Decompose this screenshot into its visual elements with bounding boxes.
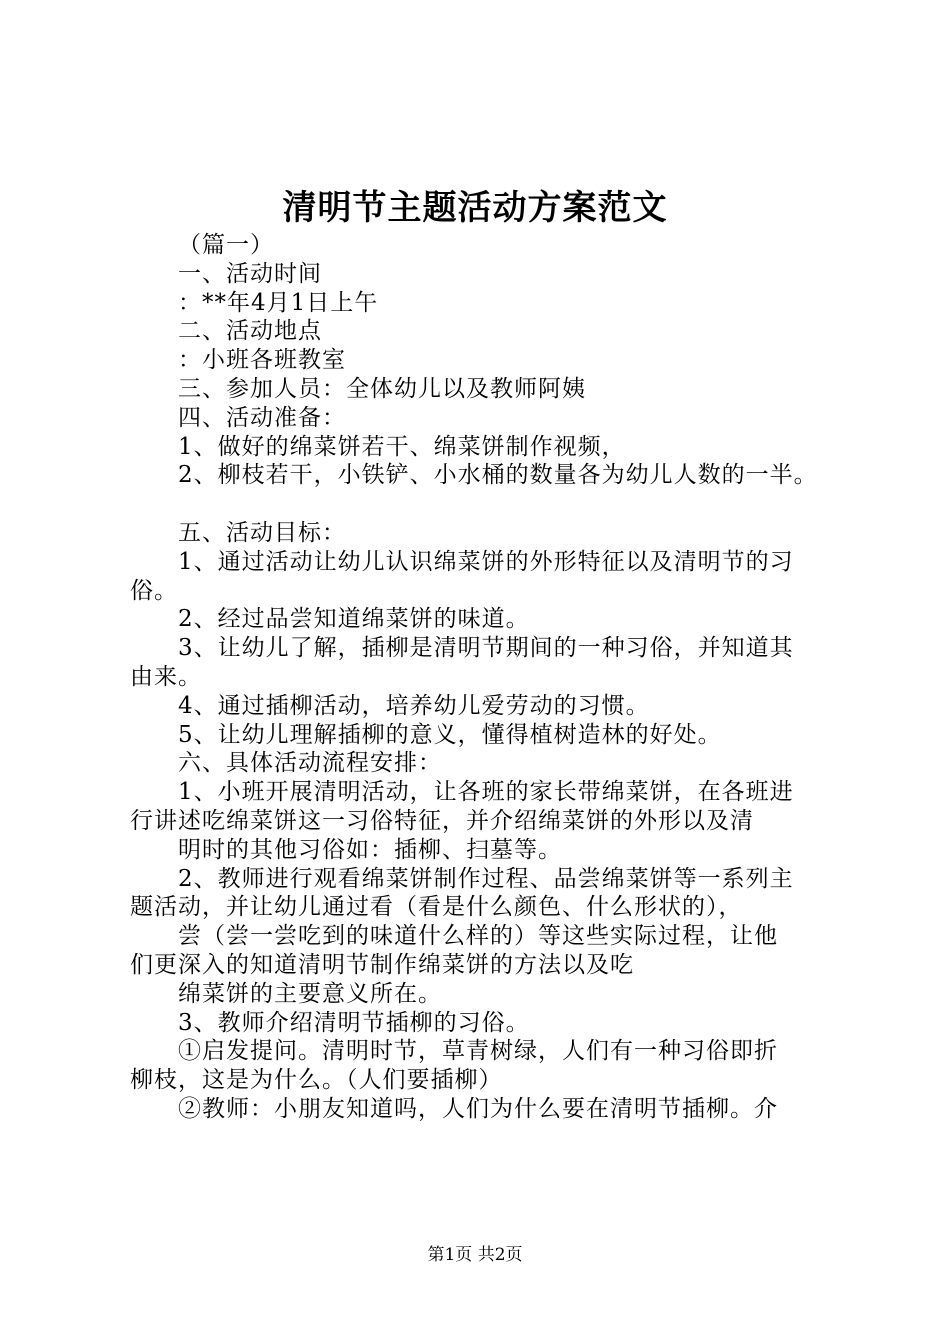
text-line: 四、活动准备： bbox=[178, 404, 346, 431]
text-line: ：小班各班教室 bbox=[178, 347, 346, 374]
text-line: ：**年4月1日上午 bbox=[178, 289, 379, 316]
text-line: 4、通过插柳活动，培养幼儿爱劳动的习惯。 bbox=[178, 692, 650, 719]
text-line: 2、经过品尝知道绵菜饼的味道。 bbox=[178, 606, 530, 633]
text-line: 3、教师介绍清明节插柳的习俗。 bbox=[178, 1009, 530, 1036]
text-line: 由来。 bbox=[130, 663, 202, 690]
document-body bbox=[130, 231, 850, 1124]
text-line: （篇一） bbox=[178, 232, 274, 258]
text-line: 1、做好的绵菜饼若干、绵菜饼制作视频， bbox=[178, 433, 626, 460]
text-line: 柳枝，这是为什么。（人们要插柳） bbox=[130, 1067, 503, 1094]
text-line: 5、让幼儿理解插柳的意义，懂得植树造林的好处。 bbox=[178, 721, 722, 748]
text-line: 绵菜饼的主要意义所在。 bbox=[178, 980, 442, 1007]
text-line: 一、活动时间 bbox=[178, 260, 322, 287]
text-line: 尝（尝一尝吃到的味道什么样的）等这些实际过程，让他 bbox=[178, 923, 778, 950]
text-line: 2、教师进行观看绵菜饼制作过程、品尝绵菜饼等一系列主 bbox=[178, 865, 794, 892]
text-line: 3、让幼儿了解，插柳是清明节期间的一种习俗，并知道其 bbox=[178, 635, 794, 662]
text-line: 1、通过活动让幼儿认识绵菜饼的外形特征以及清明节的习 bbox=[178, 548, 794, 575]
text-line: ①启发提问。清明时节，草青树绿，人们有一种习俗即折 bbox=[178, 1038, 778, 1065]
text-line: 俗。 bbox=[130, 577, 178, 604]
text-line: 们更深入的知道清明节制作绵菜饼的方法以及吃 bbox=[130, 951, 634, 978]
text-line: 2、柳枝若干，小铁铲、小水桶的数量各为幼儿人数的一半。 bbox=[178, 462, 818, 489]
text-line: 行讲述吃绵菜饼这一习俗特征，并介绍绵菜饼的外形以及清 bbox=[130, 807, 754, 834]
text-line: ②教师：小朋友知道吗，人们为什么要在清明节插柳。介 bbox=[178, 1095, 778, 1122]
text-line: 二、活动地点 bbox=[178, 318, 322, 345]
text-line: 五、活动目标： bbox=[178, 519, 346, 546]
page-footer: 第1页 共2页 bbox=[427, 1245, 523, 1265]
document-title: 清明节主题活动方案范文 bbox=[282, 188, 668, 228]
text-line: 1、小班开展清明活动，让各班的家长带绵菜饼，在各班进 bbox=[178, 779, 794, 806]
text-line: 题活动，并让幼儿通过看（看是什么颜色、什么形状的）， bbox=[130, 894, 743, 921]
text-line: 六、具体活动流程安排： bbox=[178, 750, 442, 777]
text-line: 明时的其他习俗如：插柳、扫墓等。 bbox=[178, 836, 562, 863]
text-line: 三、参加人员：全体幼儿以及教师阿姨 bbox=[178, 375, 586, 402]
blank-line bbox=[130, 490, 850, 519]
